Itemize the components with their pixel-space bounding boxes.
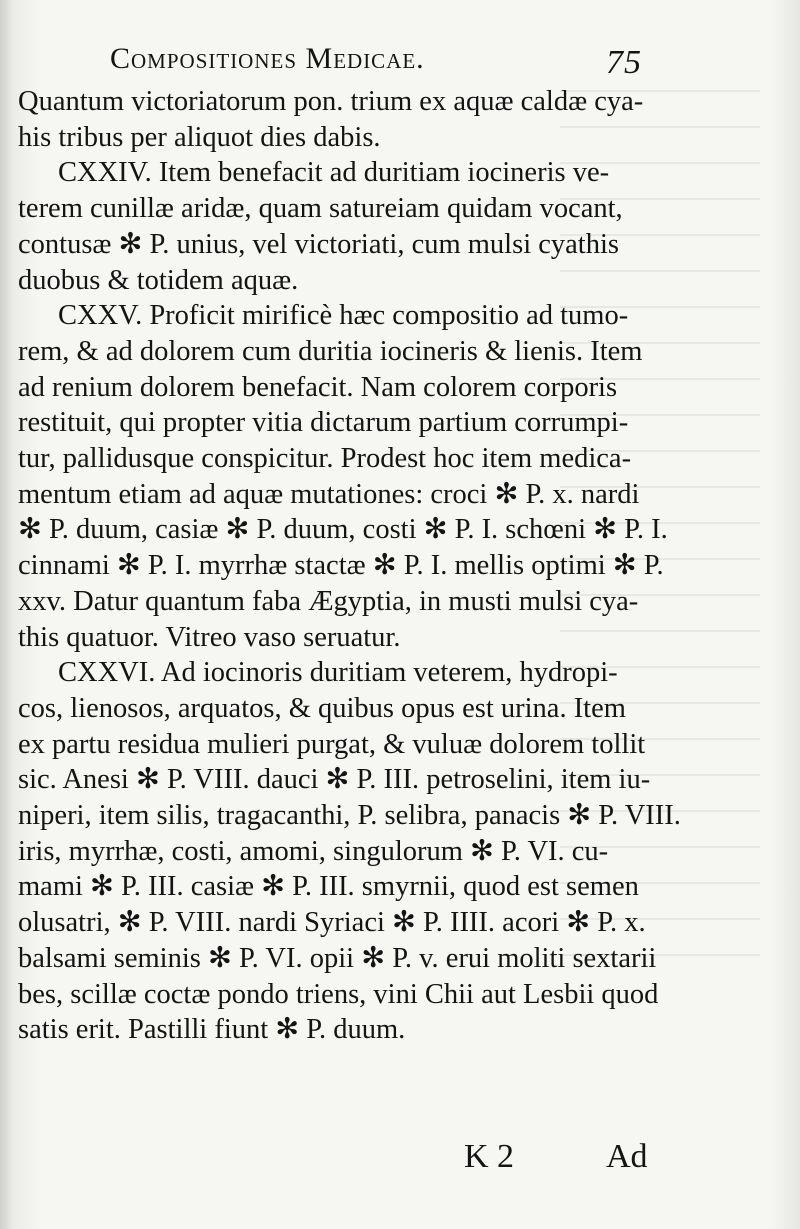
- text-line: contusæ ✻ P. unius, vel victoriati, cum mulsi cyathis: [18, 228, 619, 260]
- text-line: ✻ P. duum, casiæ ✻ P. duum, costi ✻ P. I. schœni ✻ P. I.: [18, 514, 668, 546]
- text-line: duobus & totidem aquæ.: [18, 264, 299, 296]
- page-footer: [0, 1138, 800, 1178]
- paragraph-cxxiv: [18, 155, 686, 298]
- page-number: 75: [606, 44, 642, 81]
- text-line: olusatri, ✻ P. VIII. nardi Syriaci ✻ P. IIII. acori ✻ P. x.: [18, 907, 646, 939]
- text-line: Quantum victoriatorum pon. trium ex aquæ caldæ cya-: [18, 86, 644, 117]
- text-line: rem, & ad dolorem cum duritia iocineris & lienis. Item: [18, 335, 643, 367]
- text-line: terem cunillæ aridæ, quam satureiam quidam vocant,: [18, 193, 623, 225]
- paragraph-continuation: [18, 84, 686, 155]
- text-line: tur, pallidusque conspicitur. Prodest hoc item medica-: [18, 443, 632, 475]
- text-line: this quatuor. Vitreo vaso seruatur.: [18, 621, 401, 653]
- text-line: cinnami ✻ P. I. myrrhæ stactæ ✻ P. I. mellis optimi ✻ P.: [18, 550, 664, 582]
- paragraph-cxxv: [18, 298, 686, 655]
- text-line: cos, lienosos, arquatos, & quibus opus est urina. Item: [18, 692, 626, 724]
- running-title: Compositiones Medicae.: [110, 42, 425, 75]
- paragraph-cxxvi: [18, 655, 686, 1048]
- text-line: mami ✻ P. III. casiæ ✻ P. III. smyrnii, quod est semen: [18, 871, 639, 903]
- text-line: bes, scillæ coctæ pondo triens, vini Chii aut Lesbii quod: [18, 978, 659, 1010]
- text-line: iris, myrrhæ, costi, amomi, singulorum ✻ P. VI. cu-: [18, 835, 609, 867]
- text-line: CXXIV. Item benefacit ad duritiam iocineris ve-: [58, 157, 610, 189]
- text-line: niperi, item silis, tragacanthi, P. selibra, panacis ✻ P. VIII.: [18, 800, 681, 832]
- text-line: CXXVI. Ad iocinoris duritiam veterem, hydropi-: [58, 657, 618, 689]
- catchword: Ad: [606, 1138, 648, 1175]
- page-body: [18, 84, 686, 1048]
- signature-mark: K 2: [464, 1138, 515, 1175]
- text-line: his tribus per aliquot dies dabis.: [18, 121, 381, 153]
- text-line: xxv. Datur quantum faba Ægyptia, in musti mulsi cya-: [18, 585, 639, 617]
- text-line: satis erit. Pastilli fiunt ✻ P. duum.: [18, 1014, 406, 1046]
- text-line: mentum etiam ad aquæ mutationes: croci ✻ P. x. nardi: [18, 478, 640, 510]
- text-line: balsami seminis ✻ P. VI. opii ✻ P. v. erui moliti sextarii: [18, 942, 657, 974]
- text-line: sic. Anesi ✻ P. VIII. dauci ✻ P. III. petroselini, item iu-: [18, 764, 651, 796]
- text-line: CXXV. Proficit mirificè hæc compositio ad tumo-: [58, 300, 629, 332]
- text-line: ad renium dolorem benefacit. Nam colorem corporis: [18, 371, 618, 403]
- text-line: restituit, qui propter vitia dictarum partium corrumpi-: [18, 407, 629, 439]
- text-line: ex partu residua mulieri purgat, & vuluæ dolorem tollit: [18, 728, 646, 760]
